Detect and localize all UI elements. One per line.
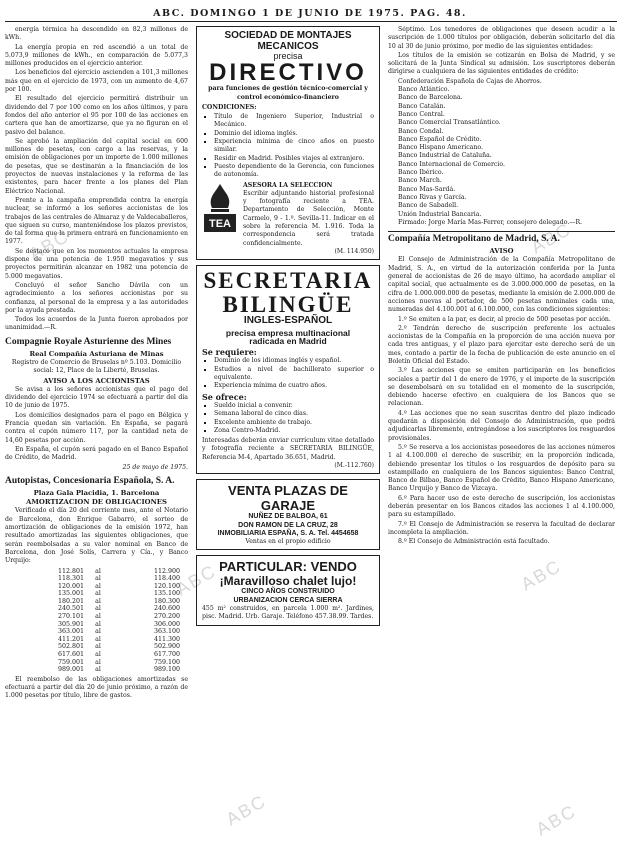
bond-al: al <box>95 575 101 583</box>
ad-reference: (M.-112.760) <box>334 461 374 469</box>
abc-watermark: ABC <box>532 800 580 840</box>
bonds-table <box>13 568 183 674</box>
list-item: Banco de Barcelona. <box>398 94 463 102</box>
metro-paragraph: 1.º Se emiten a la par, es decir, al precio de 500 pesetas por acción. <box>398 315 611 323</box>
list-item: ▪ Experiencia mínima de cuatro años. <box>214 382 374 390</box>
ad-offer-label: Se ofrece: <box>202 391 247 402</box>
list-item: ▪ Estudios a nivel de bachillerato superior o equivalente. <box>214 366 374 383</box>
bond-from: 411.201 <box>57 635 84 643</box>
autopistas-title: AMORTIZACION DE OBLIGACIONES <box>26 498 167 507</box>
list-item: Banco Central. <box>398 110 445 118</box>
list-item: Banco Comercial Transatlántico. <box>398 119 501 127</box>
bond-al: al <box>95 651 101 659</box>
table-row <box>13 605 183 613</box>
list-item: Banco de Sabadell. <box>398 202 459 210</box>
bond-al: al <box>95 582 101 590</box>
bond-to: 989.100 <box>153 666 180 674</box>
royale-heading: Compagnie Royale Asturienne des Mines <box>5 336 172 347</box>
ad-conditions-list <box>214 113 374 179</box>
ad-requirements-list <box>214 357 374 390</box>
column-right <box>388 26 615 852</box>
bond-to: 502.900 <box>153 643 180 651</box>
bond-to: 759.100 <box>153 658 180 666</box>
column-left <box>5 26 188 852</box>
bond-to: 411.300 <box>153 635 180 643</box>
ad-headline: VENTA PLAZAS DE GARAJE <box>228 483 348 514</box>
list-item: ▪ Residir en Madrid. Posibles viajes al extranjero. <box>214 155 374 163</box>
ad-company: SOCIEDAD DE MONTAJES <box>224 30 352 41</box>
ad-offer-list <box>214 402 374 435</box>
ad-languages: INGLES-ESPAÑOL <box>243 315 333 327</box>
ad-subtitle: para funciones de gestión técnico-comercial y control económico-financiero <box>208 85 368 101</box>
article-paragraph: Séptimo. Los tenedores de obligaciones que deseen acudir a la suscripción de 1.000 títulos por obligación, deberán solicitarlo del día 10 al 30 de junio próximo, por medio de las siguientes entidades: <box>388 26 615 50</box>
metro-heading: Compañía Metropolitano de Madrid, S. A. <box>388 231 615 245</box>
royale-signature: 25 de mayo de 1975. <box>122 463 188 471</box>
bond-from: 502.801 <box>57 643 84 651</box>
tea-flame-icon <box>202 182 238 234</box>
ad-line-part: URBANIZACION CERCA <box>233 596 315 604</box>
bond-from: 989.001 <box>57 666 84 674</box>
bond-al: al <box>95 643 101 651</box>
ad-line: CINCO AÑOS CONSTRUIDO <box>241 588 335 596</box>
list-item: Banco Español de Crédito. <box>398 135 482 143</box>
list-item: Banco Mas-Sardá. <box>398 185 456 193</box>
bond-al: al <box>95 567 101 575</box>
ad-line <box>202 597 374 605</box>
bond-to: 240.600 <box>153 605 180 613</box>
list-item: Banco Industrial de Cataluña. <box>398 152 492 160</box>
abc-watermark: ABC <box>172 560 220 600</box>
bond-from: 118.301 <box>57 575 84 583</box>
table-row <box>13 621 183 629</box>
article-paragraph: La energía propia en red ascendió a un total de 5.073,9 millones de kWh., en comparación de 5.077,3 millones producidos en el ejercicio anterior. <box>5 43 188 68</box>
bond-al: al <box>95 590 101 598</box>
autopistas-paragraph: El reembolso de las obligaciones amortizadas se efectuará a partir del día 20 de junio próximo, a razón de 1.000 pesetas por título, libre de gastos. <box>5 675 188 700</box>
list-item: Banco Internacional de Comercio. <box>398 160 505 168</box>
chalet-ad <box>196 555 380 625</box>
article-paragraph: Los beneficios del ejercicio ascienden a 101,3 millones más que en el ejercicio de 1973, con un aumento de 4,67 por 100. <box>5 69 188 94</box>
metro-paragraph: 6.º Para hacer uso de este derecho de suscripción, los accionistas deberán presentar en los Bancos citados las acciones 1 al 4.100.000, para su estampillado. <box>388 494 615 519</box>
article-paragraph: Todos los acuerdos de la Junta fueron aprobados por unanimidad.—R. <box>5 316 188 332</box>
ad-precisa: precisa <box>273 51 303 61</box>
article-paragraph: Se aprobó la ampliación del capital social en 600 millones de pesetas, con cargo a las reservas, y la emisión de obligaciones por un importe de 1.000 millones de pesetas, que se destinarán a la financiación de los proyectos de nuevas instalaciones y la reforma de las existentes, para hacer frente a los planes del Plan Eléctrico Nacional. <box>5 137 188 195</box>
bond-al: al <box>95 658 101 666</box>
list-item: ▪ Excelente ambiente de trabajo. <box>214 419 374 427</box>
list-item: ▪ Dominio del idioma inglés. <box>214 130 374 138</box>
secretaria-ad <box>196 265 380 474</box>
tea-block <box>202 182 374 248</box>
garaje-ad <box>196 479 380 550</box>
autopistas-address: Plaza Gala Placidia, 1. Barcelona <box>33 488 160 497</box>
bond-al: al <box>95 620 101 628</box>
ad-company: precisa empresa multinacional <box>225 327 351 338</box>
list-item: ▪ Título de Ingeniero Superior, Industrial o Mecánico. <box>214 113 374 130</box>
article-paragraph: Frente a la campaña emprendida contra la energía nuclear, se informó a los señores accionistas de los trabajos de las centrales de Almaraz y de Valdecaballeros, que siguen su curso, manteniéndose los plazos previstos, de tal forma que la primera entrará en funcionamiento en 1977. <box>5 196 188 246</box>
royale-subtitle: Real Compañía Asturiana de Minas <box>29 349 164 358</box>
article-paragraph: Los títulos de la emisión se cotizarán en Bolsa de Madrid, y se solicitará de la Junta Sindical su admisión. Los suscriptores deberán dirigirse a cualquiera de las siguientes entidades de crédito: <box>388 51 615 76</box>
bond-al: al <box>95 597 101 605</box>
bond-al: al <box>95 666 101 674</box>
table-row <box>13 575 183 583</box>
list-item: ▪ Sueldo inicial a convenir. <box>214 402 374 410</box>
list-item: Banco Rivas y García. <box>398 193 467 201</box>
royale-paragraph: En España, el cupón será pagado en el Banco Español de Crédito, de Madrid. <box>5 445 188 462</box>
ad-location: radicada en Madrid <box>249 335 327 346</box>
bond-to: 180.300 <box>153 597 180 605</box>
bond-from: 759.001 <box>57 658 84 666</box>
article-paragraph: Se destacó que en los momentos actuales la empresa dispone de una potencia de 1.950 megavatios y sus proyectos permitirán alcanzar en 1982 una potencia de 5.000 megavatios. <box>5 247 188 280</box>
table-row <box>13 666 183 674</box>
ad-line-part: SIERRA <box>316 596 343 604</box>
tea-contact: Escribir adjuntando historial profesional y fotografía reciente a TEA. Departamento de Selección, Monte Carmelo, 9 - 1.º. Sevilla-11. Indicar en el sobre la referencia M. 1.916. Toda la correspondencia será tratada confidencialmente. <box>243 189 374 247</box>
table-row <box>13 651 183 659</box>
metro-paragraph: 3.º Las acciones que se emiten participarán en los beneficios sociales a partir del 1 de enero de 1976, y el importe de la suscripción se desembolsará en su totalidad en el momento de la suscripción, debiendo hacerse efectivo en cualquiera de los Bancos que se relacionan. <box>388 367 615 408</box>
bond-to: 363.100 <box>153 628 180 636</box>
bond-to: 112.900 <box>153 567 180 575</box>
bond-from: 180.201 <box>57 597 84 605</box>
bond-al: al <box>95 605 101 613</box>
table-row <box>13 628 183 636</box>
table-row <box>13 613 183 621</box>
table-row <box>13 598 183 606</box>
ad-headline: SECRETARIA <box>203 268 373 294</box>
ad-requirements-label: Se requiere: <box>202 347 257 358</box>
autopistas-heading: Autopistas, Concesionaria Española, S. A. <box>5 475 175 486</box>
metro-paragraph: 2.º Tendrán derecho de suscripción preferente los actuales accionistas de la Compañía en la proporción de una acción nueva por cada tres antiguas, y el plazo para ejercitar este derecho será de un mes, contado a partir de la fecha de publicación de este anuncio en el Boletín Oficial del Estado. <box>388 324 615 365</box>
bond-from: 305.901 <box>57 620 84 628</box>
bond-to: 270.200 <box>153 613 180 621</box>
bond-to: 135.100 <box>153 590 180 598</box>
list-item: ▪ Experiencia mínima de cinco años en puesto similar. <box>214 138 374 155</box>
tea-asesora: ASESORA LA SELECCION <box>243 181 333 189</box>
list-item: Banco Hispano Americano. <box>398 144 483 152</box>
ad-headline: DIRECTIVO <box>209 59 367 87</box>
bond-to: 617.700 <box>153 651 180 659</box>
table-row <box>13 590 183 598</box>
list-item: Banco Ibérico. <box>398 169 444 177</box>
article-paragraph: energía térmica ha descendido en 82,3 millones de kWh. <box>5 26 188 42</box>
list-item: Banco March. <box>398 177 442 185</box>
list-item: Unión Industrial Bancaria. <box>398 210 482 218</box>
list-item: ▪ Zona Centro-Madrid. <box>214 427 374 435</box>
bond-from: 135.001 <box>57 590 84 598</box>
article-paragraph: El resultado del ejercicio permitirá distribuir un dividendo del 7 por 100 como en los años últimos, y para fondos del año anterior el 95 por 100 de las acciones en cartera que han de amortizarse, que ya no figuran en el pasivo del balance. <box>5 95 188 136</box>
bond-to: 120.100 <box>153 582 180 590</box>
table-row <box>13 659 183 667</box>
bond-al: al <box>95 628 101 636</box>
metro-notice-title: AVISO <box>489 247 514 256</box>
bond-al: al <box>95 613 101 621</box>
table-row <box>13 643 183 651</box>
table-row <box>13 583 183 591</box>
metro-paragraph: 7.º El Consejo de Administración se reserva la facultad de declarar incompleta la ampliación. <box>388 520 615 536</box>
ad-company: INMOBILIARIA ESPAÑA, S. A. Tel. 4454658 <box>217 529 359 537</box>
abc-watermark: ABC <box>222 790 270 830</box>
abc-watermark: ABC <box>25 225 73 265</box>
bond-from: 240.501 <box>57 605 84 613</box>
table-row <box>13 636 183 644</box>
metro-paragraph: 4.º Las acciones que no sean suscritas dentro del plazo indicado quedarán a disposición del Consejo de Administración, que podrá adjudicarlas libremente, entregándose a los suscriptores los resguardos provisionales. <box>388 409 615 442</box>
ad-note: Ventas en el propio edificio <box>245 538 331 546</box>
banks-list <box>398 78 615 219</box>
tea-logo-text: TEA <box>209 217 231 230</box>
column-middle <box>196 26 380 852</box>
page-header: ABC. DOMINGO 1 DE JUNIO DE 1975. PAG. 48. <box>153 8 467 19</box>
ad-contact: Interesadas deberán enviar currículum vitae detallado y fotografía reciente a SECRETARIA BILINGÜE, Referencia M-4, Apartado 36.651, Madrid. <box>202 437 374 461</box>
bond-to: 306.000 <box>153 620 180 628</box>
royale-registry: Registro de Comercio de Bruselas nº 5.103. Domicilio social: 12, Place de la Liberté, Bruselas. <box>11 358 182 375</box>
article-paragraph: Concluyó el señor Sancho Dávila con un agradecimiento a los señores accionistas por su confianza, al personal de la empresa y a las autoridades por la ayuda prestada. <box>5 281 188 314</box>
ad-company: MECANICOS <box>257 41 319 52</box>
ad-address: DON RAMON DE LA CRUZ, 28 <box>238 521 338 529</box>
list-item: ▪ Semana laboral de cinco días. <box>214 410 374 418</box>
list-item: Banco Condal. <box>398 127 444 135</box>
metro-paragraph: El Consejo de Administración de la Compañía Metropolitano de Madrid, S. A., en virtud de la autorización conferida por la Junta general de accionistas de 26 de mayo último, ha acordado ampliar el capital social, que actualmente es de 3.000.000.000 de pesetas, en la cifra de 1.000.000.000 de pesetas, mediante la emisión de 2.000.000 de acciones nuevas al portador, de 500 pesetas nominales cada una, numeradas del 4.100.001 al 6.100.000, con las condiciones siguientes: <box>388 256 615 314</box>
ad-body: 455 m² construidos, en parcela 1.000 m². Jardines, pisc. Madrid. Urb. Garaje. Teléfono 457.38.99. Tardes. <box>202 605 374 621</box>
ad-conditions-label: CONDICIONES: <box>202 103 257 111</box>
bond-to: 118.400 <box>153 575 180 583</box>
ad-headline: ¡Maravilloso chalet lujo! <box>219 574 357 589</box>
metro-paragraph: 8.º El Consejo de Administración está facultado. <box>398 538 550 546</box>
directivo-ad <box>196 26 380 260</box>
list-item: Banco Catalán. <box>398 102 446 110</box>
royale-paragraph: Se avisa a los señores accionistas que el pago del dividendo del ejercicio 1974 se efectuará a partir del día 10 de junio de 1975. <box>5 385 188 410</box>
list-item: Confederación Española de Cajas de Ahorros. <box>398 77 542 85</box>
table-row <box>13 568 183 576</box>
bond-from: 617.601 <box>57 651 84 659</box>
list-item: Banco Atlántico. <box>398 86 450 94</box>
bond-from: 112.801 <box>57 567 84 575</box>
metro-paragraph: 5.º Se reserva a los accionistas poseedores de las acciones números 1 al 4.100.000 el derecho de suscribir, en la proporción indicada, debiendo presentar los títulos o los resguardos de depósito para su estampillado en cualquiera de los Bancos siguientes: Banco Central, Banco de Bilbao, Banco Español de Crédito, Banco Hispano Americano, Banco Urquijo y Banco de Vizcaya. <box>388 443 615 493</box>
tea-text <box>243 182 374 248</box>
bond-al: al <box>95 635 101 643</box>
signature-line: Firmado: Jorge María Mas-Ferrer, consejero delegado.—R. <box>398 218 583 226</box>
header-rule <box>5 21 617 22</box>
tea-logo <box>202 182 238 237</box>
list-item: ▪ Dominio de los idiomas inglés y español. <box>214 357 374 365</box>
ad-reference: (M. 114.950) <box>334 247 374 255</box>
list-item: ▪ Puesto dependiente de la Gerencia, con funciones de autonomía. <box>214 163 374 180</box>
bond-from: 363.001 <box>57 628 84 636</box>
ad-headline: PARTICULAR: VENDO <box>219 559 357 575</box>
abc-watermark: ABC <box>527 218 575 258</box>
royale-notice-title: AVISO A LOS ACCIONISTAS <box>43 376 150 385</box>
ad-headline: BILINGÜE <box>222 292 354 318</box>
autopistas-paragraph: Verificado el día 20 del corriente mes, ante el Notario de Barcelona, don Enrique Gabarró, el sorteo de amortización de obligaciones de la emisión 1972, han resultado amortizadas las siguientes obligaciones, que serán reembolsadas a su valor nominal en Banco de Barcelona, don José Solís, Carrera y Cía., y Banco Urquijo: <box>5 507 188 565</box>
bond-from: 270.101 <box>57 613 84 621</box>
royale-paragraph: Los domicilios designados para el pago en Bélgica y Francia quedan sin variación. En España, se pagará contra el cupón número 117, por la cantidad neta de 14,60 pesetas por acción. <box>5 411 188 444</box>
abc-watermark: ABC <box>517 555 565 595</box>
bond-from: 120.001 <box>57 582 84 590</box>
ad-address: NUÑEZ DE BALBOA, 61 <box>248 513 328 521</box>
